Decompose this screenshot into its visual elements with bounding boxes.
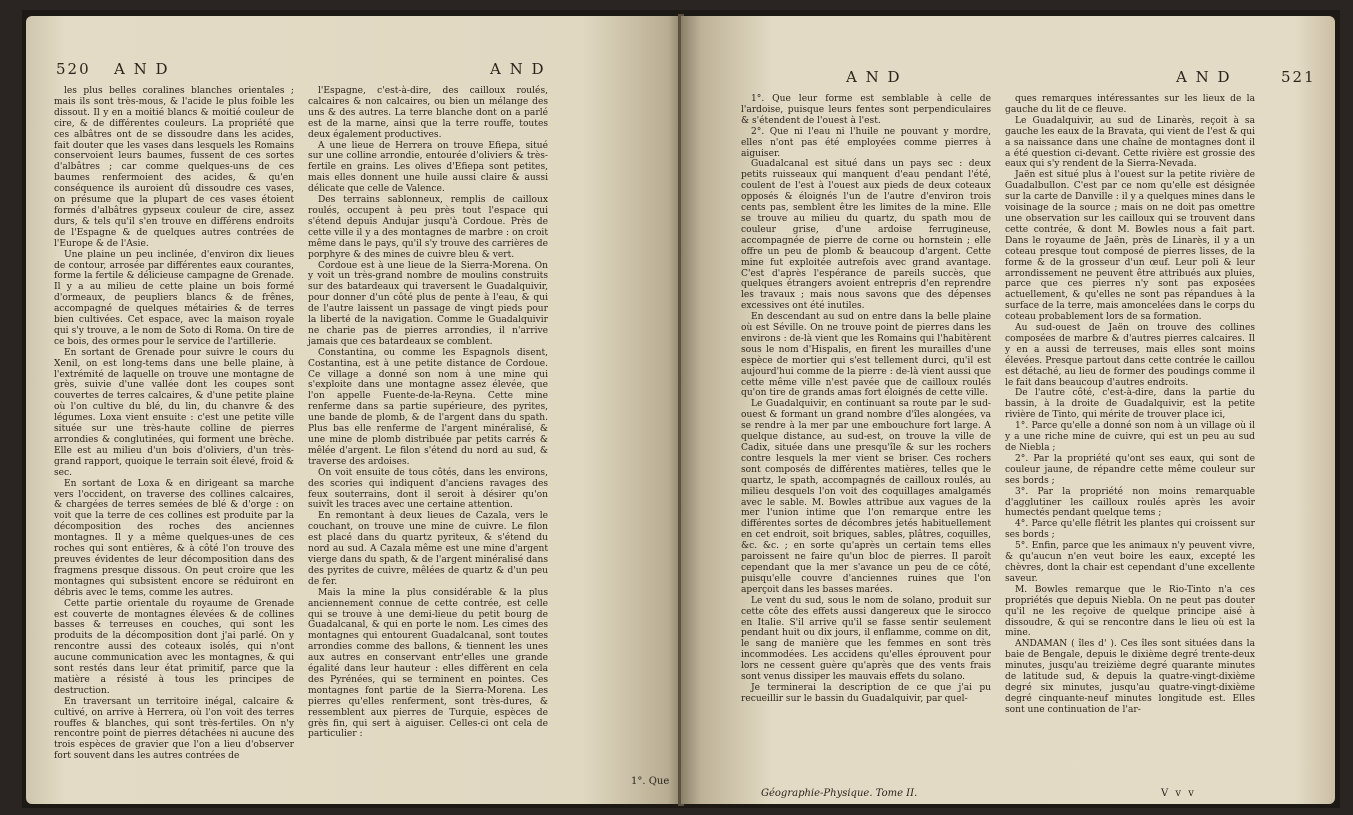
paragraph: En traversant un territoire inégal, calcaire & cultivé, on arrive à Herrera, où l'on voit des terres rouffes & blanches, qui sont très-fertiles. On n'y rencontre point de pierres détachées ni aucune des trois espèces de gravier que l'on a lieu d'observer fort souvent dans les autres contrées de <box>54 696 294 762</box>
paragraph: En remontant à deux lieues de Cazala, vers le couchant, on trouve une mine de cuivre. Le filon est placé dans du quartz pyriteux, & s'étend du nord au sud. A Cazala même est une mine d'argent vierge dans du spath, & de l'argent minéralisé dans des pyrites de cuivre, mêlées de quartz & d'un peu de fer. <box>308 511 548 587</box>
paragraph: 5°. Enfin, parce que les animaux n'y peuvent vivre, & qu'aucun n'en veut boire les eaux, excepté les chèvres, dont la chair est cependant d'une excellente saveur. <box>1005 541 1255 584</box>
left-columns <box>54 86 548 762</box>
page-footer: Géographie-Physique. Tome II. <box>761 788 918 799</box>
paragraph: Guadalcanal est situé dans un pays sec : deux petits ruisseaux qui manquent d'eau pendant l'été, coulent de l'est à l'ouest aux pieds de deux coteaux opposés & éloignés l'un de l'autre d'environ trois cents pas, semblent être les limites de la mine. Elle se trouve au milieu du quartz, du spath mou de couleur grise, d'une ardoise ferrugineuse, accompagnée de pierre de corne ou hornstein ; elle offre un peu de plomb & beaucoup d'argent. Cette mine fut exploitée autrefois avec grand avantage. C'est d'après l'espérance de pareils succès, que quelques étrangers avoient entrepris d'en reprendre les travaux ; mais nous savons que des dépenses excessives ont été inutiles. <box>741 159 991 312</box>
paragraph: A une lieue de Herrera on trouve Efiepa, situé sur une colline arrondie, entourée d'oliviers & très-fertile en grains. Les olives d'Efiepa sont petites, mais elles donnent une huile aussi claire & aussi délicate que celle de Valence. <box>308 140 548 195</box>
book-spread <box>22 10 1340 808</box>
paragraph: De l'autre côté, c'est-à-dire, dans la partie du bassin, à la droite de Guadalquivir, est la petite rivière de Tinto, qui mérite de trouver place ici, <box>1005 388 1255 421</box>
left-column-1 <box>54 86 294 762</box>
paragraph: l'Espagne, c'est-à-dire, des cailloux roulés, calcaires & non calcaires, ou bien un mélange des uns & des autres. La terre blanche dont on a parlé est de la marne, ainsi que la terre rouffe, toutes deux également productives. <box>308 86 548 140</box>
paragraph: On voit ensuite de tous côtés, dans les environs, des scories qui indiquent d'anciens ravages des feux souterrains, dont il seroit à désirer qu'on suivît les traces avec une certaine attention. <box>308 467 548 511</box>
running-header-right-a: A N D <box>846 68 902 86</box>
right-column-2 <box>1005 94 1255 716</box>
paragraph: 2°. Par la propriété qu'ont ses eaux, qui sont de couleur jaune, de répandre cette même couleur sur ses bords ; <box>1005 453 1255 486</box>
paragraph: Au sud-ouest de Jaën on trouve des collines composées de marbre & d'autres pierres calcaires. Il y en a aussi de terreuses, mais elles sont moins élevées. Presque partout dans cette contrée le caillou est détaché, au lieu de former des poudings comme il le fait dans beaucoup d'autres endroits. <box>1005 323 1255 388</box>
paragraph: 4°. Parce qu'elle flétrit les plantes qui croissent sur ses bords ; <box>1005 519 1255 541</box>
paragraph: En descendant au sud on entre dans la belle plaine où est Séville. On ne trouve point de pierres dans les environs : de-là vient que les Romains qui l'habitèrent sous le nom d'Hispalis, en firent les murailles d'une espèce de mortier qui s'est tellement durci, qu'il est aujourd'hui comme de la pierre : de-là vient aussi que cette même ville n'est pavée que de cailloux roulés qu'on tire de grands amas fort éloignés de cette ville. <box>741 312 991 399</box>
right-columns <box>741 94 1255 716</box>
right-page <box>681 16 1335 804</box>
paragraph: Cordoue est à une lieue de la Sierra-Morena. On y voit un très-grand nombre de moulins construits sur des batardeaux qui traversent le Guadalquivir, pour donner d'un côté plus de pente à l'eau, & qui de l'autre laissent un passage de vingt pieds pour la liberté de la navigation. Comme le Guadalquivir ne charie pas de pierres arrondies, il n'arrive jamais que ces batardeaux se comblent. <box>308 260 548 347</box>
left-column-2 <box>308 86 548 762</box>
paragraph: ques remarques intéressantes sur les lieux de la gauche du lit de ce fleuve. <box>1005 94 1255 115</box>
paragraph: Constantina, ou comme les Espagnols disent, Costantina, est à une petite distance de Cordoue. Ce village a donné son nom à une mine qui s'exploite dans une montagne assez élevée, que l'on appelle Fuente-de-la-Reyna. Cette mine renferme dans sa partie supérieure, des pyrites, une bande de plomb, & de l'argent dans du spath. Plus bas elle renferme de l'argent minéralisé, & une mine de plomb distribuée par petits carrés & mêlée d'argent. Le filon s'étend du nord au sud, & traverse des ardoises. <box>308 347 548 467</box>
signature-mark: V v v <box>1161 788 1196 799</box>
paragraph: Le Guadalquivir, en continuant sa route par le sud-ouest & formant un grand nombre d'îles alongées, va se rendre à la mer par une embouchure fort large. A quelque distance, au sud-est, on trouve la ville de Cadix, située dans une presqu'île & sur les rochers contre lesquels la mer vient se briser. Ces rochers sont composés de différentes matières, telles que le quartz, le spath, accompagnés de cailloux roulés, au milieu desquels l'on voit des coquillages amalgamés avec le sable. M. Bowles attribue aux vagues de la mer l'union intime que l'on remarque entre les différentes sortes de décombres jetés habituellement en cet endroit, soit briques, sables, plâtres, coquilles, &c. &c. ; en sorte qu'après un certain tems elles paroissent ne faire qu'un bloc de pierres. Il paroît cependant que la mer s'avance un peu de ce côté, puisqu'elle couvre d'anciennes ruines que l'on aperçoit dans les basses marées. <box>741 399 991 595</box>
running-header-left-b: A N D <box>490 60 546 78</box>
catchword: 1°. Que <box>631 776 670 787</box>
paragraph: Jaën est situé plus à l'ouest sur la petite rivière de Guadalbullon. C'est par ce nom qu'elle est désignée sur la carte de Danville : il y a quelques mines dans le voisinage de la source ; mais on ne doit pas omettre une observation sur les cailloux qui se trouvent dans cette contrée, & dont M. Bowles nous a fait part. Dans le royaume de Jaën, près de Linarès, il y a un coteau presque tout composé de pierres lisses, de la forme & de la grosseur d'un œuf. Leur poli & leur arrondissement ne peuvent être attribués aux pluies, parce que ces pierres n'y sont pas exposées actuellement, & qu'elles ne sont pas répandues à la surface de la terre, mais amoncelées dans le corps du coteau probablement lors de sa formation. <box>1005 170 1255 323</box>
paragraph: Cette partie orientale du royaume de Grenade est couverte de montagnes élevées & de collines basses & terreuses en couches, qui sont les produits de la décomposition dont j'ai parlé. On y rencontre aussi des coteaux isolés, qui n'ont aucune communication avec les montagnes, & qui sont restés dans leur état primitif, parce que la matière a résisté à tous les principes de destruction. <box>54 598 294 696</box>
page-number-right: 521 <box>1281 68 1316 86</box>
left-page <box>26 16 681 804</box>
paragraph: 3°. Par la propriété non moins remarquable d'agglutiner les cailloux roulés après les avoir humectés pendant quelque tems ; <box>1005 486 1255 519</box>
page-number-left: 520 <box>56 60 91 78</box>
paragraph: Je terminerai la description de ce que j'ai pu recueillir sur le bassin du Guadalquivir, par quel- <box>741 682 991 704</box>
running-header-right-b: A N D <box>1176 68 1232 86</box>
paragraph: 2°. Que ni l'eau ni l'huile ne pouvant y mordre, elles n'ont pas été employées comme pierres à aiguiser. <box>741 126 991 159</box>
paragraph: En sortant de Loxa & en dirigeant sa marche vers l'occident, on traverse des collines calcaires, & chargées de terres semées de blé & d'orge : on voit que la terre de ces collines est produite par la décomposition des roches des anciennes montagnes. Il y a même quelques-unes de ces roches qui sont entières, & à côté l'on trouve des preuves évidentes de leur décomposition dans des fragmens presque dissous. On peut croire que les montagnes qui subsistent encore se réduiront en débris avec le tems, comme les autres. <box>54 478 294 598</box>
paragraph: Une plaine un peu inclinée, d'environ dix lieues de contour, arrosée par différentes eaux courantes, forme la fertile & délicieuse campagne de Grenade. Il y a au milieu de cette plaine un bois formé d'ormeaux, de peupliers blancs & de frênes, accompagné de quelques métairies & de terres bien cultivées. Cet espace, avec la maison royale qui s'y trouve, a le nom de Soto di Roma. On tire de ce bois, des ormes pour le service de l'artillerie. <box>54 249 294 347</box>
running-header-left-a: A N D <box>114 60 170 78</box>
paragraph: Des terrains sablonneux, remplis de cailloux roulés, occupent à peu près tout l'espace qui s'étend depuis Andujar jusqu'à Cordoue. Près de cette ville il y a des montagnes de marbre : on croit même dans le pays, qu'il s'y trouve des carrières de porphyre & des mines de cuivre bleu & vert. <box>308 195 548 260</box>
paragraph: 1°. Que leur forme est semblable à celle de l'ardoise, puisque leurs fentes sont perpendiculaires & s'étendent de l'ouest à l'est. <box>741 94 991 126</box>
paragraph: Le Guadalquivir, au sud de Linarès, reçoit à sa gauche les eaux de la Bravata, qui vient de l'est & qui a sa naissance dans une chaîne de montagnes dont il a été question ci-devant. Cette rivière est grossie des eaux qui s'y rendent de la Sierra-Nevada. <box>1005 115 1255 170</box>
paragraph: En sortant de Grenade pour suivre le cours du Xenil, on est long-tems dans une belle plaine, à l'extrémité de laquelle on trouve une montagne de grès, suivie d'une vallée dont les coupes sont couvertes de terres calcaires, & d'une petite plaine où l'on cultive du blé, du lin, du chanvre & des légumes. Loxa vient ensuite : c'est une petite ville située sur une très-haute colline de pierres arrondies & conglutinées, qui forment une brèche. Elle est au milieu d'un bois d'oliviers, d'un très-grand rapport, quoique le terrain soit élevé, froid & sec. <box>54 347 294 478</box>
paragraph: les plus belles coralines blanches orientales ; mais ils sont très-mous, & l'acide le plus foible les dissout. Il y en a moitié blancs & moitié couleur de cire, & de différentes couleurs. La propriété que ces albâtres ont de se dissoudre dans les acides, fait douter que les vases dans lesquels les Romains conservoient leurs baumes, fussent de ces sortes d'albâtres ; car comme quelques-uns de ces baumes renfermoient des acides, & qu'en conséquence ils auroient dû dissoudre ces vases, on présume que la plupart de ces vases étoient formés d'albâtres gypseux couleur de cire, assez durs, & tels qu'il s'en trouve en différens endroits de l'Espagne & de quelques autres contrées de l'Europe & de l'Asie. <box>54 86 294 249</box>
paragraph: 1°. Parce qu'elle a donné son nom à un village où il y a une riche mine de cuivre, qui est un peu au sud de Niebla ; <box>1005 421 1255 453</box>
right-column-1 <box>741 94 991 716</box>
paragraph: Le vent du sud, sous le nom de solano, produit sur cette côte des effets aussi dangereux que le sirocco en Italie. S'il arrive qu'il se fasse sentir seulement pendant huit ou dix jours, il enflamme, comme on dit, le sang de manière que les femmes en sont très incommodées. Les accidens qu'elles éprouvent pour lors ne cessent guère qu'après que des vents frais sont venus dissiper les mauvais effets du solano. <box>741 595 991 683</box>
paragraph: ANDAMAN ( îles d' ). Ces îles sont situées dans la baie de Bengale, depuis le dixième degré trente-deux minutes, jusqu'au treizième degré quarante minutes de latitude sud, & depuis la quatre-vingt-dixième degré six minutes, jusqu'au quatre-vingt-dixième degré cinquante-neuf minutes longitude est. Elles sont une continuation de l'ar- <box>1005 639 1255 715</box>
paragraph: M. Bowles remarque que le Rio-Tinto n'a ces propriétés que depuis Niebla. On ne peut pas douter qu'il ne les reçoive de quelque principe aisé à dissoudre, & qui se rencontre dans le lieu où est la mine. <box>1005 584 1255 639</box>
paragraph: Mais la mine la plus considérable & la plus anciennement connue de cette contrée, est celle qui se trouve à une demi-lieue du petit bourg de Guadalcanal, & qui en porte le nom. Les cimes des montagnes qui entourent Guadalcanal, sont toutes arrondies comme des ballons, & tiennent les unes aux autres en conservant entr'elles une grande égalité dans leur hauteur : elles diffèrent en cela des Pyrénées, qui se terminent en pointes. Ces montagnes font partie de la Sierra-Morena. Les pierres qu'elles renferment, sont très-dures, & ressemblent aux pierres de Turquie, espèces de grès fin, qui sert à aiguiser. Celles-ci ont cela de particulier : <box>308 587 548 740</box>
